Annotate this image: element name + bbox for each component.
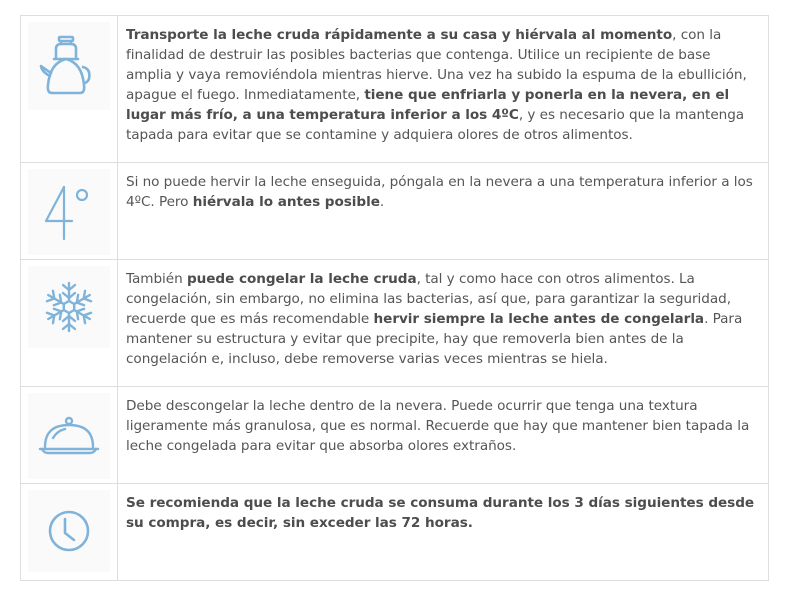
- icon-cell: [21, 163, 118, 260]
- bold-text-segment: Se recomienda que la leche cruda se consuma durante los 3 días siguientes desde su compra, es decir, sin exceder las 72 horas.: [126, 495, 755, 531]
- tip-text: [126, 269, 760, 369]
- tip-text: [126, 172, 760, 212]
- text-segment: Si no puede hervir la leche enseguida, póngala en la nevera a una temperatura inferior a los 4ºC. Pero: [126, 174, 753, 210]
- text-segment: También: [126, 271, 187, 287]
- text-cell: [118, 163, 769, 260]
- food-cloche-icon: [38, 416, 100, 456]
- icon-cell: [21, 260, 118, 387]
- text-cell: [118, 260, 769, 387]
- bold-text-segment: hiérvala lo antes posible: [192, 194, 380, 210]
- icon-tile: [28, 490, 110, 572]
- icon-tile: [28, 22, 110, 110]
- tip-text: [126, 25, 760, 145]
- table-row: [21, 16, 769, 163]
- icon-tile: [28, 266, 110, 348]
- table-row: [21, 163, 769, 260]
- text-segment: Debe descongelar la leche dentro de la nevera. Puede ocurrir que tenga una textura ligeramente más granulosa, que es normal. Recuerde que hay que mantener bien tapada la leche congelada para evitar que absorba olores extraños.: [126, 398, 750, 454]
- table-row: [21, 387, 769, 484]
- table-row: [21, 484, 769, 581]
- text-segment: , y es necesario que la mantenga tapada para evitar que se contamine y adquiera olores de otros alimentos.: [126, 107, 745, 143]
- tip-text: [126, 493, 760, 533]
- clock-icon: [47, 509, 91, 553]
- four-degrees-icon: [40, 181, 98, 243]
- bold-text-segment: tiene que enfriarla y ponerla en la nevera, en el lugar más frío, a una temperatura inferior a los 4ºC: [126, 87, 730, 123]
- text-segment: , tal y como hace con otros alimentos. La congelación, sin embargo, no elimina las bacterias, así que, para garantizar la seguridad, recuerde que es más recomendable: [126, 271, 731, 327]
- tip-text: [126, 396, 760, 456]
- text-segment: , con la finalidad de destruir las posibles bacterias que contenga. Utilice un recipiente de base amplia y vaya removiéndola mientras hierve. Una vez ha subido la espuma de la ebullición, apague el fuego. Inmediatamente,: [126, 27, 747, 103]
- text-cell: [118, 16, 769, 163]
- bold-text-segment: hervir siempre la leche antes de congelarla: [373, 311, 705, 327]
- icon-tile: [28, 169, 110, 255]
- text-cell: [118, 387, 769, 484]
- bold-text-segment: puede congelar la leche cruda: [186, 271, 417, 287]
- kettle-icon: [39, 33, 99, 99]
- icon-tile: [28, 393, 110, 479]
- icon-cell: [21, 16, 118, 163]
- text-segment: . Para mantener su estructura y evitar que precipite, hay que removerla bien antes de la congelación e, incluso, debe removerse varias veces mientras se hiela.: [126, 311, 743, 367]
- icon-cell: [21, 484, 118, 581]
- text-cell: [118, 484, 769, 581]
- text-segment: .: [379, 194, 385, 210]
- bold-text-segment: Transporte la leche cruda rápidamente a su casa y hiérvala al momento: [126, 27, 673, 43]
- milk-tips-table: [20, 15, 769, 581]
- snowflake-icon: [41, 279, 97, 335]
- icon-cell: [21, 387, 118, 484]
- table-row: [21, 260, 769, 387]
